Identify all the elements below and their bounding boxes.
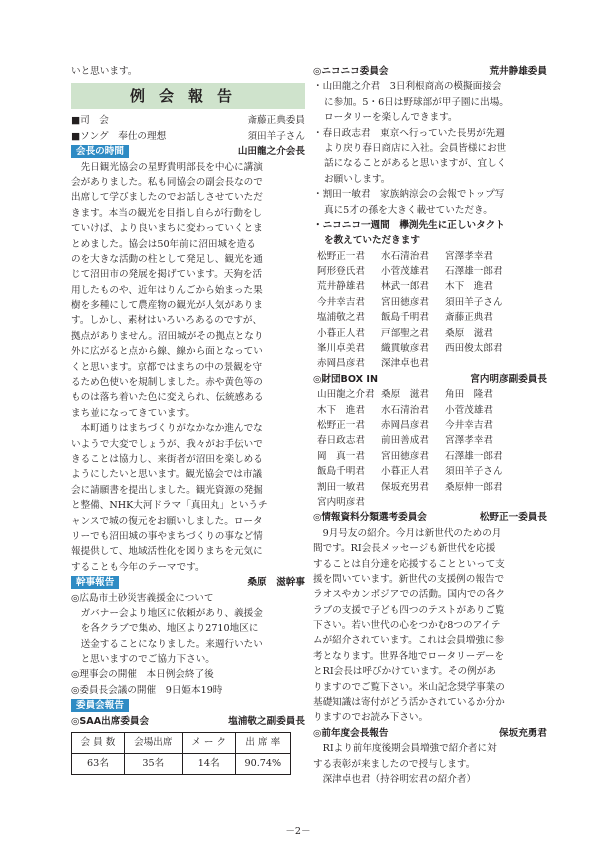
text-line: とめました。協会は50年前に沼田城を造る bbox=[71, 238, 256, 250]
text-line: のを大きな活動の柱として発足し、観光を通 bbox=[71, 253, 263, 265]
role-name: 斎藤正典委員 bbox=[247, 115, 305, 127]
member-name: 荒井静雄君 bbox=[317, 281, 365, 293]
text-line: 樹を多種にして農産物の観光が人気がありま bbox=[71, 300, 263, 312]
box-title: ◎財団BOX IN bbox=[313, 373, 379, 385]
nico-body bbox=[313, 79, 547, 218]
member-name: 西田俊太郎君 bbox=[445, 343, 503, 355]
member-name: 須田羊子さん bbox=[445, 296, 503, 308]
text-line: することも今年のテーマです。 bbox=[71, 561, 205, 573]
text-line: より戻り春日商店に入社。会員皆様にお世 bbox=[324, 142, 507, 154]
member-name: 林武一郎君 bbox=[381, 281, 429, 293]
member-name: 小暮正人君 bbox=[317, 327, 365, 339]
text-line: 送金することになりました。来週行いたい bbox=[80, 638, 263, 650]
member-name: 深津卓也君 bbox=[381, 358, 429, 370]
member-name bbox=[445, 495, 515, 510]
member-name: 飯島千明君 bbox=[381, 312, 429, 324]
nico-week-title: ・ニコニコ一週間 欅渕先生に正しいタクト bbox=[313, 219, 505, 231]
member-name: 塩浦敬之君 bbox=[317, 312, 365, 324]
text-line: ◎委員長会議の開催 9日姫本19時 bbox=[71, 684, 223, 696]
member-name: 小菅茂雄君 bbox=[381, 266, 429, 278]
info-header bbox=[313, 510, 547, 525]
member-name: 木下 進君 bbox=[445, 281, 493, 293]
member-name: 春日政志君 bbox=[317, 435, 365, 447]
section-title: 例会報告 bbox=[129, 86, 246, 105]
member-name bbox=[381, 495, 445, 510]
member-name: 戸部聖之君 bbox=[381, 327, 429, 339]
info-name: 松野正一委員長 bbox=[479, 512, 547, 524]
secretary-header bbox=[71, 575, 305, 590]
text-line: 下さい。若い世代の心をつかむ8つのアイテ bbox=[313, 620, 501, 632]
attendance-table bbox=[71, 732, 291, 775]
name-row bbox=[313, 464, 547, 479]
member-name: 宮田徳彦君 bbox=[381, 296, 429, 308]
name-row bbox=[313, 449, 547, 464]
prev-title: ◎前年度会長報告 bbox=[313, 727, 389, 739]
table-header-cell: 会場出席 bbox=[124, 733, 182, 754]
text-line: 出席して学びましたのでお話しさせていただ bbox=[71, 192, 263, 204]
member-name: 阿形登氏君 bbox=[317, 266, 365, 278]
text-line: 9月号友の紹介。今月は新世代のための月 bbox=[322, 527, 502, 539]
member-name bbox=[445, 356, 515, 371]
member-name: 飯島千明君 bbox=[317, 466, 365, 478]
text-line: 基礎知識は寄付がどう活かされているか分か bbox=[313, 697, 505, 709]
name-row bbox=[313, 495, 547, 510]
committee-header bbox=[71, 698, 305, 713]
table-header-row bbox=[72, 733, 291, 754]
name-row bbox=[313, 341, 547, 356]
saa-title: ◎SAA出席委員会 bbox=[71, 715, 150, 727]
text-line: 会に請願書を提出しました。観光資源の発掘 bbox=[71, 484, 263, 496]
prev-header bbox=[313, 726, 547, 741]
text-line: くと思います。京都ではまちの中の景観を守 bbox=[71, 361, 263, 373]
nico-title: ◎ニコニコ委員会 bbox=[313, 66, 389, 77]
text-line: ・春日政志君 東京へ行っていた長男が先週 bbox=[313, 127, 505, 139]
member-name: 小菅茂雄君 bbox=[445, 404, 493, 416]
table-cell: 14名 bbox=[182, 754, 235, 775]
president-tag: 会長の時間 bbox=[71, 145, 129, 158]
member-name: 桑原 滋君 bbox=[381, 389, 429, 401]
text-line: ・山田龍之介君 3日利根商高の模擬面接会 bbox=[313, 81, 502, 93]
text-line: ・割田一敏君 家族納涼会の会報でトップ写 bbox=[313, 189, 505, 201]
member-name: 山田龍之介君 bbox=[317, 389, 375, 401]
text-line: 援を問いています。新世代の支援例の報告で bbox=[313, 573, 505, 585]
saa-name: 塩浦敬之副委員長 bbox=[228, 715, 305, 727]
page-number: －2－ bbox=[285, 826, 311, 837]
text-line: 間です。RI会長メッセージも新世代を応援 bbox=[313, 543, 496, 555]
text-line: リーでも沼田城の事やまちづくりの事など情 bbox=[71, 530, 263, 542]
text-line: 報提供して、地域活性化を図りまちを元気に bbox=[71, 546, 263, 558]
text-line: 拠点がありません。沼田城がその拠点となり bbox=[71, 330, 264, 342]
role-row bbox=[71, 129, 305, 144]
member-name: 今井幸吉君 bbox=[317, 296, 365, 308]
name-row bbox=[313, 264, 547, 279]
member-name: 水石清治君 bbox=[381, 404, 429, 416]
member-name: 松野正一君 bbox=[317, 419, 365, 431]
table-cell: 63名 bbox=[72, 754, 125, 775]
text-line: ャンスで城の復元をお願いしました。ロータ bbox=[71, 515, 263, 527]
member-name: 角田 隆君 bbox=[445, 389, 493, 401]
text-line: を各クラブで集め、地区より2710地区に bbox=[80, 623, 259, 635]
text-line: ◎理事会の開催 本日例会終了後 bbox=[71, 669, 214, 681]
section-title-band bbox=[71, 83, 305, 109]
left-column bbox=[71, 64, 305, 775]
secretary-tag: 幹事報告 bbox=[71, 576, 119, 589]
text-line: 真に5才の孫を大きく載せていただき。 bbox=[324, 204, 493, 216]
text-line: 本町通りはまちづくりがなかなか進んでな bbox=[80, 423, 263, 435]
text-line: ものは落ち着いた色に変えられ、伝統感ある bbox=[71, 392, 264, 404]
table-cell: 90.74% bbox=[235, 754, 290, 775]
member-name: 石澤雄一郎君 bbox=[445, 450, 503, 462]
text-line: ロータリーを楽しんできます。 bbox=[324, 112, 458, 124]
president-header bbox=[71, 144, 305, 159]
member-name: 今井幸吉君 bbox=[445, 419, 493, 431]
box-header bbox=[313, 372, 547, 387]
info-body bbox=[313, 526, 547, 726]
table-cell: 35名 bbox=[124, 754, 182, 775]
member-name: 宮内明彦君 bbox=[317, 496, 365, 508]
role-label: ■司 会 bbox=[71, 115, 109, 127]
text-line: 会がありました。私も同協会の副会長なので bbox=[71, 176, 263, 188]
nico-name: 荒井静雄委員 bbox=[489, 66, 547, 77]
name-row bbox=[313, 433, 547, 448]
name-row bbox=[313, 356, 547, 371]
member-name: 宮澤孝幸君 bbox=[445, 250, 493, 262]
table-header-cell: メ ー ク bbox=[182, 733, 235, 754]
member-name: 桑原 滋君 bbox=[445, 327, 493, 339]
name-row bbox=[313, 326, 547, 341]
member-name: 岡 真一君 bbox=[317, 450, 365, 462]
member-name: 小暮正人君 bbox=[381, 466, 429, 478]
secretary-name: 桑原 滋幹事 bbox=[247, 577, 305, 589]
name-row bbox=[313, 480, 547, 495]
text-line: 考となります。世界各地でロータリーデーを bbox=[313, 650, 505, 662]
text-line: ガバナー会より地区に依頼があり、義援金 bbox=[80, 607, 263, 619]
text-line: する表彰が来ましたので授与します。 bbox=[313, 758, 476, 770]
member-name: 木下 進君 bbox=[317, 404, 365, 416]
text-line: お願いします。 bbox=[324, 173, 391, 185]
text-line: きることは協力し、来街者が沼田を楽しめる bbox=[71, 453, 263, 465]
text-line: じて沼田市の発展を掲げています。天狗を活 bbox=[71, 269, 263, 281]
text-line: りますのでご覧下さい。米山記念奨学事業の bbox=[313, 681, 505, 693]
text-line: ◎広島市土砂災害義援金について bbox=[71, 592, 214, 604]
info-title: ◎情報資料分類選考委員会 bbox=[313, 512, 427, 524]
member-name: 斎藤正典君 bbox=[445, 312, 493, 324]
member-name: 宮澤孝幸君 bbox=[445, 435, 493, 447]
member-name: 前田善成君 bbox=[381, 435, 429, 447]
text-line: と思いますのでご協力下さい。 bbox=[80, 654, 215, 666]
member-name: 水石清治君 bbox=[381, 250, 429, 262]
text-line: 話になることがあると思いますが、宜しく bbox=[324, 158, 507, 170]
text-line: することは自分達を応援することといって支 bbox=[313, 558, 505, 570]
text-line: に参加。5・6日は野球部が甲子園に出場。 bbox=[324, 96, 509, 108]
text-line: るため色使いを規制しました。赤や黄色等の bbox=[71, 377, 263, 389]
committee-tag: 委員会報告 bbox=[71, 699, 129, 712]
text-line: ムが紹介されています。これは会員増強に参 bbox=[313, 635, 505, 647]
member-name: 宮田徳彦君 bbox=[381, 450, 429, 462]
name-row bbox=[313, 418, 547, 433]
name-row bbox=[313, 403, 547, 418]
nico-name-list bbox=[313, 249, 547, 372]
prev-name: 保坂充勇君 bbox=[499, 727, 547, 739]
text-line: す。しかし、素材はいろいろあるのですが、 bbox=[71, 315, 263, 327]
member-name: 割田一敏君 bbox=[317, 481, 365, 493]
member-name: 須田羊子さん bbox=[445, 466, 503, 478]
member-name: 保坂充男君 bbox=[381, 481, 429, 493]
role-row bbox=[71, 113, 305, 128]
role-label: ■ソング 奉仕の理想 bbox=[71, 130, 167, 142]
right-column bbox=[313, 64, 547, 787]
nico-header bbox=[313, 64, 547, 79]
role-name: 須田羊子さん bbox=[247, 130, 305, 142]
member-name: 桑原伸一郎君 bbox=[445, 481, 503, 493]
text-line: 先日観光協会の星野貴明部長を中心に講演 bbox=[80, 161, 263, 173]
name-row bbox=[313, 295, 547, 310]
text-line: 用したものや、近年はりんごから始まった果 bbox=[71, 284, 263, 296]
saa-header bbox=[71, 714, 305, 729]
box-name: 宮内明彦副委員長 bbox=[470, 373, 547, 385]
text-line: 深津卓也君（持谷明宏君の紹介者） bbox=[322, 773, 477, 785]
table-header-cell: 出 席 率 bbox=[235, 733, 290, 754]
text-line: まち並になってきています。 bbox=[71, 407, 195, 419]
member-name: 赤岡昌彦君 bbox=[317, 358, 365, 370]
member-name: 峯川卓美君 bbox=[317, 343, 365, 355]
member-name: 織貫敏彦君 bbox=[381, 343, 429, 355]
text-line: と整備、NHK大河ドラマ「真田丸」というチ bbox=[71, 500, 268, 512]
secretary-body bbox=[71, 591, 305, 699]
member-name: 石澤雄一郎君 bbox=[445, 266, 503, 278]
text-line: きます。本当の観光を目指し自らが行動をし bbox=[71, 207, 263, 219]
box-name-list bbox=[313, 387, 547, 510]
text-line: ていけば、より良いまちに変わっていくとま bbox=[71, 223, 263, 235]
text-line: ラブの支援で子ども四つのテストがありご覧 bbox=[313, 604, 505, 616]
nico-week-title-cont: を教えていただきます bbox=[324, 235, 420, 247]
intro-line: いと思います。 bbox=[71, 66, 138, 77]
text-line: とRI会長は呼びかけています。その例があ bbox=[313, 666, 496, 678]
name-row bbox=[313, 310, 547, 325]
name-row bbox=[313, 249, 547, 264]
member-name: 赤岡昌彦君 bbox=[381, 419, 429, 431]
member-name: 松野正一君 bbox=[317, 250, 365, 262]
table-header-cell: 会 員 数 bbox=[72, 733, 125, 754]
text-line: いようで大変でしょうが、我々がお手伝いで bbox=[71, 438, 263, 450]
name-row bbox=[313, 279, 547, 294]
text-line: りますのでお読み下さい。 bbox=[313, 712, 429, 724]
name-row bbox=[313, 387, 547, 402]
text-line: ラオスやカンボジアでの活動。国内での各ク bbox=[313, 589, 506, 601]
president-body bbox=[71, 160, 305, 576]
text-line: ようにしたいと思います。観光協会では市議 bbox=[71, 469, 263, 481]
text-line: RIより前年度後期会員増強で紹介者に対 bbox=[322, 743, 497, 755]
president-name: 山田龍之介会長 bbox=[237, 146, 305, 158]
text-line: 外に広がると点から線、線から面となってい bbox=[71, 346, 263, 358]
prev-body bbox=[313, 741, 547, 787]
table-row bbox=[72, 754, 291, 775]
